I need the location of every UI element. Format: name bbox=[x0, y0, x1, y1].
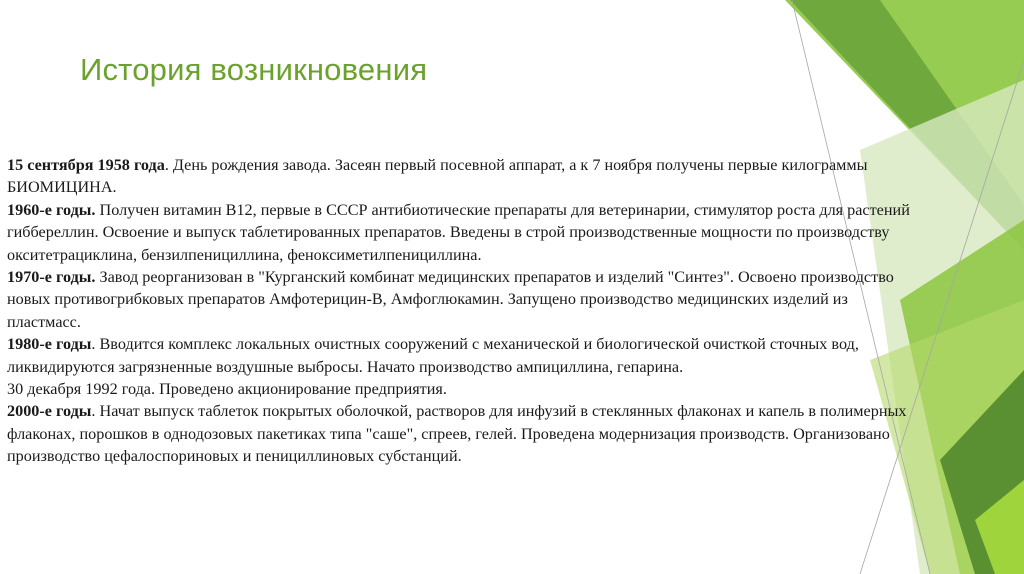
history-entry bbox=[7, 378, 919, 400]
history-entry-text: 30 декабря 1992 года. Проведено акционирование предприятия. bbox=[7, 380, 447, 399]
history-entry-date: 15 сентября 1958 года bbox=[7, 156, 165, 174]
history-entry bbox=[7, 199, 919, 266]
history-entry bbox=[7, 154, 919, 199]
history-entry-text: Получен витамин В12, первые в СССР антибиотические препараты для ветеринарии, стимулятор роста для растений гиббереллин. Освоение и выпуск таблетированных препаратов. Введены в строй производственные мощности по производству окситетрациклина, бензилпенициллина, феноксиметилпенициллина. bbox=[7, 200, 910, 264]
history-entry bbox=[7, 266, 919, 333]
history-entry-date: 1960-е годы. bbox=[7, 200, 96, 219]
history-entry-text: . День рождения завода. Засеян первый посевной аппарат, а к 7 ноября получены первые килограммы БИОМИЦИНА. bbox=[7, 156, 868, 197]
history-entry bbox=[7, 333, 919, 378]
slide-title: История возникновения bbox=[80, 52, 428, 87]
history-entry bbox=[7, 400, 919, 467]
history-entry-date: 1980-е годы bbox=[7, 335, 92, 354]
history-entry-date: 1970-е годы. bbox=[7, 268, 96, 287]
history-entry-text: . Начат выпуск таблеток покрытых оболочкой, растворов для инфузий в стеклянных флаконах и капель в полимерных флаконах, порошков в однодозовых пакетиках типа "саше", спреев, гелей. Проведена модернизация производств. Организовано производство цефалоспориновых и пенициллиновых субстанций. bbox=[7, 402, 907, 466]
history-entry-text: Завод реорганизован в "Курганский комбинат медицинских препаратов и изделий "Синтез". Освоено производство новых противогрибковых препаратов Амфотерицин-В, Амфоглюкамин. Запущено производство медицинских изделий из пластмасс. bbox=[7, 268, 894, 331]
history-entry-date: 2000-е годы bbox=[7, 402, 92, 421]
history-entry-text: . Вводится комплекс локальных очистных сооружений с механической и биологической очисткой сточных вод, ликвидируются загрязненные воздушные выбросы. Начато производство ампициллина, гепарина. bbox=[7, 335, 859, 376]
history-text bbox=[7, 154, 919, 468]
